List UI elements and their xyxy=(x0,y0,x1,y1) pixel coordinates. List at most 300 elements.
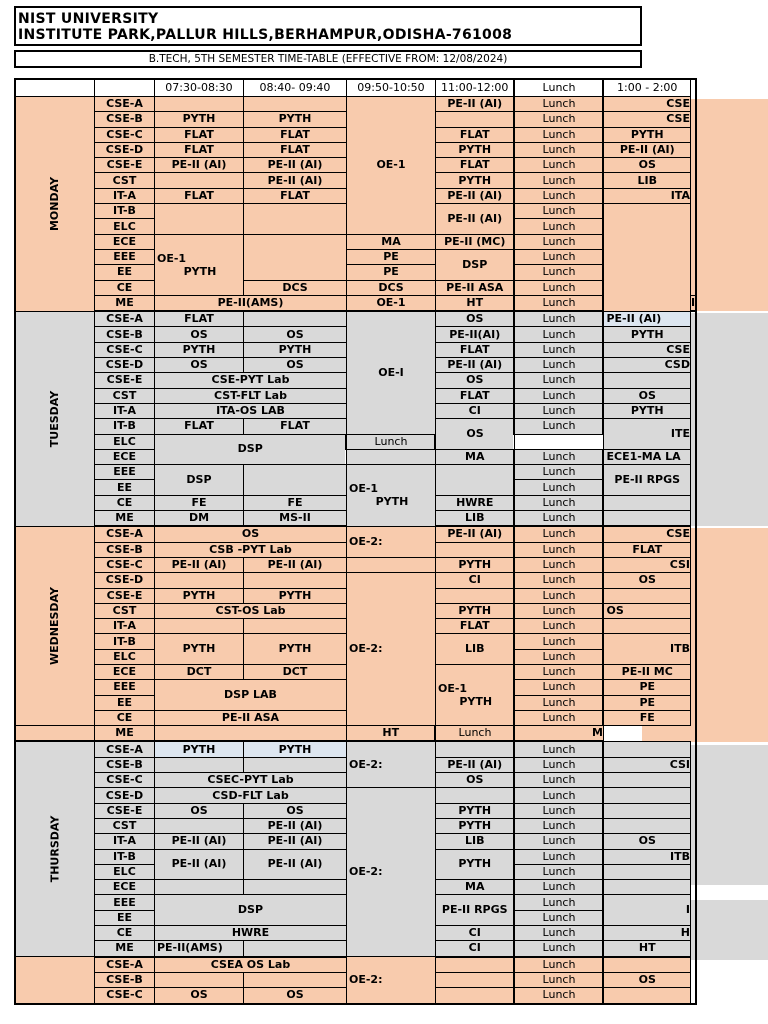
slot-cell: OS xyxy=(243,358,346,373)
timetable-subtitle: B.TECH, 5TH SEMESTER TIME-TABLE (EFFECTIVE FROM: 12/08/2024) xyxy=(14,50,642,68)
lunch-cell: Lunch xyxy=(514,988,603,1004)
lunch-cell: Lunch xyxy=(514,249,603,264)
slot-cell: DSP xyxy=(154,895,346,926)
lunch-cell: Lunch xyxy=(514,388,603,403)
slot-cell: I xyxy=(603,895,690,926)
slot-cell: OE-2: xyxy=(346,526,435,557)
slot-cell: OS xyxy=(435,373,514,388)
section-cell: CSE-D xyxy=(94,788,154,803)
slot-cell xyxy=(154,726,346,742)
lunch-cell: Lunch xyxy=(514,403,603,418)
slot-cell: LIB xyxy=(435,634,514,665)
section-cell: CST xyxy=(94,818,154,833)
lunch-cell: Lunch xyxy=(514,480,603,495)
lunch-cell: Lunch xyxy=(514,342,603,357)
slot-cell: CI xyxy=(435,941,514,957)
slot-cell: MA xyxy=(346,234,435,249)
section-cell: CSE-C xyxy=(94,557,154,572)
university-header xyxy=(14,6,642,46)
slot-cell: HT xyxy=(435,295,514,311)
slot-cell: OE-1 PYTH xyxy=(346,465,435,527)
lunch-cell: Lunch xyxy=(514,158,603,173)
section-cell: IT-B xyxy=(94,419,154,434)
section-cell: EE xyxy=(94,695,154,710)
slot-cell: OS xyxy=(435,773,514,788)
table-row xyxy=(15,741,696,757)
slot-cell: HT xyxy=(603,941,690,957)
slot-2-header: 08:40- 09:40 xyxy=(243,79,346,97)
slot-cell xyxy=(435,112,514,127)
lunch-cell: Lunch xyxy=(514,803,603,818)
section-cell: IT-B xyxy=(94,849,154,864)
slot-cell xyxy=(346,449,435,464)
slot-cell: PE-II (AI) xyxy=(435,757,514,772)
slot-cell: PE-II ASA xyxy=(435,280,514,295)
lunch-cell: Lunch xyxy=(514,710,603,725)
section-cell: CSE-C xyxy=(94,342,154,357)
slot-cell: PYTH xyxy=(603,327,690,342)
lunch-cell: Lunch xyxy=(514,127,603,142)
university-name: NIST UNIVERSITY xyxy=(18,11,159,27)
slot-cell: PYTH xyxy=(435,849,514,880)
table-row xyxy=(15,449,696,464)
slot-cell: PE-II (AI) xyxy=(435,526,514,542)
section-cell: EE xyxy=(94,480,154,495)
slot-cell: FE xyxy=(154,495,243,510)
slot-cell: PYTH xyxy=(154,588,243,603)
slot-cell: FE xyxy=(603,710,690,725)
section-cell: EE xyxy=(94,265,154,280)
table-row xyxy=(15,573,696,588)
slot-cell: OS xyxy=(154,803,243,818)
section-cell: ECE xyxy=(94,880,154,895)
section-cell: CE xyxy=(94,495,154,510)
lunch-cell: Lunch xyxy=(514,849,603,864)
lunch-cell: Lunch xyxy=(514,511,603,527)
slot-cell: OS xyxy=(154,526,346,542)
slot-cell: OS xyxy=(243,988,346,1004)
slot-cell xyxy=(154,880,243,895)
table-row xyxy=(15,295,696,311)
slot-cell: PE-II (AI) xyxy=(154,557,243,572)
slot-cell: PYTH xyxy=(243,634,346,665)
slot-cell: LIB xyxy=(435,511,514,527)
slot-cell: PE xyxy=(346,249,435,264)
slot-cell xyxy=(603,864,690,879)
slot-cell: OE-1 PYTH xyxy=(435,664,514,725)
slot-cell: LIB xyxy=(603,173,690,188)
slot-cell xyxy=(603,880,690,895)
table-row xyxy=(15,465,696,480)
section-cell: CSE-A xyxy=(94,311,154,327)
slot-cell: PE-II (AI) xyxy=(603,311,690,327)
day-label-friday xyxy=(15,957,94,1004)
table-row xyxy=(15,234,696,249)
lunch-cell: Lunch xyxy=(514,358,603,373)
table-row xyxy=(15,97,696,112)
slot-cell: DSP xyxy=(154,465,243,496)
slot-cell: DSP xyxy=(154,434,346,465)
section-cell: CSE-E xyxy=(94,588,154,603)
lunch-cell: Lunch xyxy=(514,112,603,127)
slot-cell: FLAT xyxy=(243,127,346,142)
slot-cell xyxy=(243,465,346,496)
section-cell: ECE xyxy=(94,664,154,679)
section-cell: CE xyxy=(94,710,154,725)
slot-cell: PYTH xyxy=(154,741,243,757)
section-cell: ME xyxy=(94,295,154,311)
slot-cell xyxy=(154,97,243,112)
lunch-cell: Lunch xyxy=(514,449,603,464)
slot-cell: CSEC-PYT Lab xyxy=(154,773,346,788)
slot-cell: OE-I xyxy=(346,311,435,434)
header-row xyxy=(15,79,696,97)
section-cell: CST xyxy=(94,388,154,403)
section-cell: CSE-E xyxy=(94,803,154,818)
lunch-cell: Lunch xyxy=(514,557,603,572)
slot-cell: PE-II(AMS) xyxy=(154,941,243,957)
slot-cell: PYTH xyxy=(435,803,514,818)
slot-1-header: 07:30-08:30 xyxy=(154,79,243,97)
section-cell: IT-A xyxy=(94,403,154,418)
slot-cell: PE-II (AI) xyxy=(603,142,690,157)
slot-cell: ITA-OS LAB xyxy=(154,403,346,418)
table-row xyxy=(15,526,696,542)
lunch-cell: Lunch xyxy=(514,741,603,757)
slot-cell xyxy=(603,988,690,1004)
table-row xyxy=(15,434,696,449)
slot-cell: PE-II (AI) xyxy=(243,158,346,173)
lunch-cell: Lunch xyxy=(514,619,603,634)
corner-cell xyxy=(15,79,94,97)
slot-cell: ITA xyxy=(603,188,690,203)
slot-cell xyxy=(603,803,690,818)
slot-cell: PE-II (AI) xyxy=(435,97,514,112)
section-cell: CSE-B xyxy=(94,972,154,987)
lunch-cell: Lunch xyxy=(514,573,603,588)
lunch-cell: Lunch xyxy=(514,526,603,542)
slot-cell: MA xyxy=(435,449,514,464)
day-label-wednesday: WEDNESDAY xyxy=(15,526,94,725)
lunch-cell: Lunch xyxy=(514,327,603,342)
slot-cell: DM xyxy=(154,511,243,527)
slot-cell: DCT xyxy=(154,664,243,679)
lunch-cell: Lunch xyxy=(514,265,603,280)
slot-cell: CST-FLT Lab xyxy=(154,388,346,403)
slot-cell xyxy=(154,204,243,235)
lunch-cell: Lunch xyxy=(514,910,603,925)
section-cell: CSE-D xyxy=(94,142,154,157)
slot-cell: PYTH xyxy=(435,557,514,572)
table-row xyxy=(15,311,696,327)
slot-cell: CSI xyxy=(603,757,690,772)
lunch-cell: Lunch xyxy=(514,818,603,833)
slot-cell: HT xyxy=(346,726,435,742)
slot-cell: CSE xyxy=(603,342,690,357)
slot-cell xyxy=(243,311,346,327)
section-cell: EEE xyxy=(94,895,154,910)
slot-cell: OE-2: xyxy=(346,573,435,726)
section-cell: ELC xyxy=(94,219,154,234)
slot-cell xyxy=(603,511,690,527)
slot-cell: HWRE xyxy=(435,495,514,510)
slot-cell xyxy=(346,557,435,572)
section-cell: IT-A xyxy=(94,188,154,203)
slot-cell: PYTH xyxy=(243,112,346,127)
slot-cell: OS xyxy=(243,803,346,818)
lunch-cell: Lunch xyxy=(514,142,603,157)
slot-cell: H xyxy=(603,926,690,941)
slot-cell: CI xyxy=(435,926,514,941)
slot-cell xyxy=(603,818,690,833)
slot-cell: OE-2: xyxy=(346,788,435,957)
section-cell: CSE-B xyxy=(94,757,154,772)
slot-cell: OS xyxy=(603,603,690,618)
section-cell: CSE-C xyxy=(94,773,154,788)
slot-cell: OS xyxy=(154,988,243,1004)
slot-cell: PE-II RPGS xyxy=(603,465,690,496)
slot-cell: PE-II (AI) xyxy=(243,849,346,880)
slot-cell: ITB xyxy=(603,634,690,665)
section-header xyxy=(94,79,154,97)
slot-cell: PE-II (AI) xyxy=(154,849,243,880)
slot-cell: CI xyxy=(435,573,514,588)
section-cell: IT-B xyxy=(94,204,154,219)
slot-cell: FLAT xyxy=(243,142,346,157)
slot-cell: OS xyxy=(435,311,514,327)
section-cell: EEE xyxy=(94,680,154,695)
slot-cell xyxy=(603,957,690,973)
slot-cell xyxy=(435,741,514,757)
lunch-cell: Lunch xyxy=(514,757,603,772)
lunch-cell: Lunch xyxy=(514,680,603,695)
slot-cell: PE xyxy=(603,695,690,710)
slot-cell: OE-1 xyxy=(346,295,435,311)
section-cell: EE xyxy=(94,910,154,925)
slot-cell: PE-II (AI) xyxy=(435,204,514,235)
slot-cell xyxy=(603,588,690,603)
section-cell: EEE xyxy=(94,249,154,264)
slot-cell xyxy=(154,173,243,188)
slot-cell xyxy=(243,880,346,895)
section-cell: ELC xyxy=(94,864,154,879)
lunch-cell: Lunch xyxy=(514,188,603,203)
slot-5-header: 1:00 - 2:00 xyxy=(603,79,690,97)
day-label-cell xyxy=(15,726,94,742)
slot-cell: FLAT xyxy=(154,419,243,434)
slot-cell: FLAT xyxy=(154,311,243,327)
slot-cell: PYTH xyxy=(154,634,243,665)
slot-3-header: 09:50-10:50 xyxy=(346,79,435,97)
timetable xyxy=(14,78,697,1005)
lunch-cell: Lunch xyxy=(514,219,603,234)
lunch-cell: Lunch xyxy=(514,957,603,973)
slot-cell: CST-OS Lab xyxy=(154,603,346,618)
slot-cell: PYTH xyxy=(243,588,346,603)
slot-cell: PE-II (AI) xyxy=(243,818,346,833)
slot-cell: OS xyxy=(603,972,690,987)
slot-cell: PE-II (AI) xyxy=(243,173,346,188)
slot-cell: CSD xyxy=(603,358,690,373)
table-row xyxy=(15,557,696,572)
university-address: INSTITUTE PARK,PALLUR HILLS,BERHAMPUR,ODISHA-761008 xyxy=(18,27,513,43)
slot-cell: FLAT xyxy=(154,127,243,142)
section-cell: ECE xyxy=(94,234,154,249)
section-cell: ECE xyxy=(94,449,154,464)
slot-cell: FLAT xyxy=(435,158,514,173)
slot-cell: MA xyxy=(435,880,514,895)
lunch-header: Lunch xyxy=(514,79,603,97)
slot-cell xyxy=(603,619,690,634)
slot-cell: I xyxy=(690,295,696,311)
slot-cell: DCT xyxy=(243,664,346,679)
slot-cell xyxy=(154,818,243,833)
section-cell: CSE-A xyxy=(94,526,154,542)
slot-cell xyxy=(603,741,690,757)
lunch-cell: Lunch xyxy=(346,434,435,449)
slot-cell xyxy=(154,972,243,987)
slot-cell: PE xyxy=(346,265,435,280)
slot-cell: FLAT xyxy=(435,619,514,634)
slot-cell: FLAT xyxy=(435,127,514,142)
lunch-cell: Lunch xyxy=(514,234,603,249)
slot-cell xyxy=(603,373,690,388)
lunch-cell: Lunch xyxy=(514,295,603,311)
slot-cell: PE-II ASA xyxy=(154,710,346,725)
slot-cell xyxy=(154,619,243,634)
slot-cell: OS xyxy=(603,834,690,849)
table-row xyxy=(15,280,696,295)
lunch-cell: Lunch xyxy=(514,634,603,649)
section-cell: CSE-C xyxy=(94,127,154,142)
slot-cell: PYTH xyxy=(154,112,243,127)
slot-cell: PYTH xyxy=(603,403,690,418)
slot-cell: PYTH xyxy=(243,741,346,757)
day-label-thursday: THURSDAY xyxy=(15,741,94,956)
slot-cell: FLAT xyxy=(435,342,514,357)
lunch-cell: Lunch xyxy=(514,204,603,219)
slot-cell xyxy=(154,757,243,772)
slot-cell xyxy=(603,495,690,510)
slot-cell xyxy=(603,204,690,312)
slot-cell: CSE xyxy=(603,526,690,542)
slot-cell: DCS xyxy=(243,280,346,295)
slot-cell: ECE1-MA LA xyxy=(603,449,690,464)
slot-cell: ITB xyxy=(603,849,690,864)
slot-cell: DSP xyxy=(435,249,514,280)
slot-cell xyxy=(435,542,514,557)
slot-cell: PYTH xyxy=(154,342,243,357)
slot-cell: PE-II (AI) xyxy=(154,834,243,849)
slot-cell: PE-II (AI) xyxy=(435,188,514,203)
section-cell: CSE-B xyxy=(94,327,154,342)
slot-cell: CSE xyxy=(603,112,690,127)
table-row xyxy=(15,249,696,264)
slot-cell: OE-1 PYTH xyxy=(154,234,243,295)
slot-cell: MS-II xyxy=(243,511,346,527)
slot-cell: CSI xyxy=(603,557,690,572)
slot-cell xyxy=(435,972,514,987)
lunch-cell: Lunch xyxy=(514,97,603,112)
section-cell: ELC xyxy=(94,649,154,664)
lunch-cell: Lunch xyxy=(514,280,603,295)
slot-cell: CSD-FLT Lab xyxy=(154,788,346,803)
lunch-cell: Lunch xyxy=(514,603,603,618)
lunch-cell: Lunch xyxy=(514,895,603,910)
slot-cell xyxy=(243,97,346,112)
lunch-cell: Lunch xyxy=(514,880,603,895)
day-label-tuesday: TUESDAY xyxy=(15,311,94,526)
section-cell: CSE-D xyxy=(94,573,154,588)
section-cell: CSE-B xyxy=(94,542,154,557)
slot-cell: OS xyxy=(603,158,690,173)
slot-cell: PE xyxy=(603,680,690,695)
section-cell: IT-A xyxy=(94,619,154,634)
slot-cell: OE-2: xyxy=(346,741,435,787)
slot-cell: FLAT xyxy=(603,542,690,557)
section-cell: CSE-A xyxy=(94,97,154,112)
slot-cell: FLAT xyxy=(154,142,243,157)
section-cell: CSE-A xyxy=(94,741,154,757)
slot-cell xyxy=(435,465,514,496)
table-row xyxy=(15,726,696,742)
lunch-cell: Lunch xyxy=(514,588,603,603)
slot-cell: PYTH xyxy=(243,342,346,357)
slot-cell: OS xyxy=(435,419,514,450)
slot-4-header: 11:00-12:00 xyxy=(435,79,514,97)
lunch-cell: Lunch xyxy=(514,649,603,664)
slot-cell: CSB -PYT Lab xyxy=(154,542,346,557)
slot-cell: PYTH xyxy=(435,142,514,157)
slot-cell: OS xyxy=(154,327,243,342)
table-row xyxy=(15,265,696,280)
slot-cell xyxy=(243,972,346,987)
slot-cell xyxy=(603,773,690,788)
slot-cell xyxy=(603,788,690,803)
slot-cell xyxy=(243,234,346,280)
slot-cell xyxy=(243,573,346,588)
slot-cell xyxy=(435,988,514,1004)
slot-cell: PE-II (MC) xyxy=(435,234,514,249)
lunch-cell: Lunch xyxy=(514,495,603,510)
section-cell: CE xyxy=(94,280,154,295)
slot-cell: M xyxy=(514,726,603,742)
lunch-cell: Lunch xyxy=(514,542,603,557)
slot-cell: OS xyxy=(603,573,690,588)
section-cell: CSE-E xyxy=(94,158,154,173)
slot-cell: DCS xyxy=(346,280,435,295)
section-cell: IT-B xyxy=(94,634,154,649)
slot-cell: PE-II (AI) xyxy=(435,358,514,373)
lunch-cell: Lunch xyxy=(514,465,603,480)
lunch-cell: Lunch xyxy=(514,941,603,957)
slot-cell: CSE-PYT Lab xyxy=(154,373,346,388)
slot-cell: PE-II (AI) xyxy=(243,834,346,849)
slot-cell: OS xyxy=(243,327,346,342)
section-cell: CSE-B xyxy=(94,112,154,127)
slot-cell: CI xyxy=(435,403,514,418)
slot-cell: HWRE xyxy=(154,926,346,941)
slot-cell xyxy=(435,788,514,803)
slot-cell: PYTH xyxy=(435,818,514,833)
section-cell: ME xyxy=(94,726,154,742)
slot-cell xyxy=(243,757,346,772)
lunch-cell: Lunch xyxy=(514,373,603,388)
section-cell: IT-A xyxy=(94,834,154,849)
section-cell: CSE-D xyxy=(94,358,154,373)
day-label-monday: MONDAY xyxy=(15,97,94,312)
slot-cell: ITE xyxy=(603,419,690,450)
